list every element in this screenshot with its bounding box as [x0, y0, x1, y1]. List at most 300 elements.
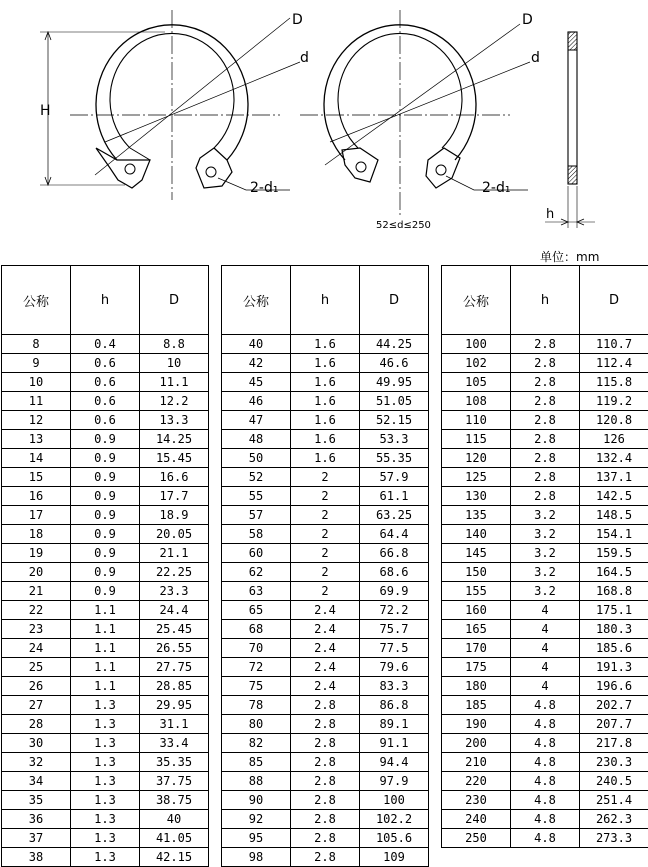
table-row [2, 392, 209, 411]
cell-D: 66.8 [360, 544, 429, 563]
cell-nominal: 55 [222, 487, 291, 506]
cell-nominal: 20 [2, 563, 71, 582]
table-row [442, 715, 648, 734]
table-row [442, 468, 648, 487]
cell-D: 120.8 [580, 411, 648, 430]
cell-nominal: 37 [2, 829, 71, 848]
cell-D: 14.25 [140, 430, 209, 449]
col-header-D: D [360, 266, 429, 335]
cell-h: 2.8 [291, 810, 360, 829]
cell-h: 1.6 [291, 449, 360, 468]
cell-nominal: 110 [442, 411, 511, 430]
table-row [2, 734, 209, 753]
cell-h: 1.6 [291, 335, 360, 354]
label-holes-right: 2-d₁ [482, 180, 510, 196]
cell-h: 2 [291, 544, 360, 563]
cell-nominal: 120 [442, 449, 511, 468]
cell-D: 37.75 [140, 772, 209, 791]
cell-h: 2 [291, 563, 360, 582]
cell-nominal: 95 [222, 829, 291, 848]
cell-D: 83.3 [360, 677, 429, 696]
cell-D: 24.4 [140, 601, 209, 620]
cell-nominal: 30 [2, 734, 71, 753]
table-row [442, 449, 648, 468]
table-row [222, 506, 429, 525]
col-header-nominal: 公称 [222, 266, 291, 335]
col-header-h: h [511, 266, 580, 335]
table-row [442, 411, 648, 430]
table-row [2, 829, 209, 848]
cell-nominal: 26 [2, 677, 71, 696]
cell-D: 64.4 [360, 525, 429, 544]
table-row [2, 639, 209, 658]
cell-h: 4 [511, 620, 580, 639]
table-row [2, 582, 209, 601]
cell-h: 0.9 [71, 563, 140, 582]
table-row [442, 582, 648, 601]
cell-h: 1.6 [291, 411, 360, 430]
cell-h: 1.3 [71, 734, 140, 753]
cell-nominal: 24 [2, 639, 71, 658]
cell-D: 207.7 [580, 715, 648, 734]
cell-h: 2.4 [291, 601, 360, 620]
cell-D: 115.8 [580, 373, 648, 392]
table-row [2, 430, 209, 449]
col-header-h: h [291, 266, 360, 335]
cell-h: 4.8 [511, 734, 580, 753]
cell-D: 25.45 [140, 620, 209, 639]
cell-nominal: 48 [222, 430, 291, 449]
cell-nominal: 230 [442, 791, 511, 810]
cell-nominal: 85 [222, 753, 291, 772]
cell-h: 4 [511, 601, 580, 620]
cell-nominal: 18 [2, 525, 71, 544]
table-row [442, 601, 648, 620]
table-row [442, 639, 648, 658]
cell-h: 2.8 [291, 829, 360, 848]
table-row [2, 373, 209, 392]
cell-D: 18.9 [140, 506, 209, 525]
cell-D: 142.5 [580, 487, 648, 506]
cell-D: 262.3 [580, 810, 648, 829]
cell-D: 29.95 [140, 696, 209, 715]
cell-nominal: 58 [222, 525, 291, 544]
cell-h: 2 [291, 582, 360, 601]
table-row [2, 753, 209, 772]
table-row [442, 392, 648, 411]
cell-h: 4.8 [511, 696, 580, 715]
cell-nominal: 45 [222, 373, 291, 392]
cell-nominal: 47 [222, 411, 291, 430]
cell-h: 2 [291, 525, 360, 544]
table-row [2, 487, 209, 506]
table-row [442, 791, 648, 810]
cell-nominal: 22 [2, 601, 71, 620]
cell-h: 1.6 [291, 430, 360, 449]
cell-h: 3.2 [511, 525, 580, 544]
cell-h: 0.9 [71, 430, 140, 449]
cell-h: 1.6 [291, 373, 360, 392]
table-row [442, 772, 648, 791]
cell-nominal: 108 [442, 392, 511, 411]
cell-D: 185.6 [580, 639, 648, 658]
label-h: h [546, 207, 554, 222]
cell-nominal: 75 [222, 677, 291, 696]
cell-h: 0.6 [71, 373, 140, 392]
cell-h: 2.8 [291, 696, 360, 715]
table-header-row [222, 266, 429, 335]
cell-D: 31.1 [140, 715, 209, 734]
cell-nominal: 170 [442, 639, 511, 658]
spec-table-3 [441, 265, 648, 848]
cell-h: 2.8 [291, 772, 360, 791]
cell-h: 2.8 [511, 411, 580, 430]
table-row [2, 544, 209, 563]
cell-nominal: 210 [442, 753, 511, 772]
spec-table-2 [221, 265, 429, 867]
cell-nominal: 65 [222, 601, 291, 620]
table-row [2, 658, 209, 677]
cell-nominal: 175 [442, 658, 511, 677]
cell-h: 0.9 [71, 468, 140, 487]
cell-nominal: 90 [222, 791, 291, 810]
cell-D: 22.25 [140, 563, 209, 582]
cell-D: 12.2 [140, 392, 209, 411]
cell-h: 1.3 [71, 772, 140, 791]
cell-D: 137.1 [580, 468, 648, 487]
cell-D: 94.4 [360, 753, 429, 772]
table-row [442, 354, 648, 373]
cell-nominal: 34 [2, 772, 71, 791]
cell-D: 72.2 [360, 601, 429, 620]
table-row [222, 468, 429, 487]
cell-nominal: 140 [442, 525, 511, 544]
cell-nominal: 82 [222, 734, 291, 753]
label-d-left: d [300, 50, 309, 66]
cell-nominal: 63 [222, 582, 291, 601]
table-row [222, 658, 429, 677]
table-row [2, 677, 209, 696]
table-row [2, 715, 209, 734]
table-row [442, 335, 648, 354]
table-row [222, 810, 429, 829]
cell-D: 217.8 [580, 734, 648, 753]
cell-D: 91.1 [360, 734, 429, 753]
cell-D: 79.6 [360, 658, 429, 677]
cell-nominal: 160 [442, 601, 511, 620]
table-row [2, 411, 209, 430]
range-note: 52≤d≤250 [376, 220, 431, 231]
cell-nominal: 14 [2, 449, 71, 468]
cell-h: 1.3 [71, 753, 140, 772]
table-row [222, 791, 429, 810]
cell-h: 2.8 [511, 354, 580, 373]
cell-D: 132.4 [580, 449, 648, 468]
cell-h: 2.4 [291, 620, 360, 639]
table-row [222, 525, 429, 544]
cell-nominal: 52 [222, 468, 291, 487]
table-row [2, 525, 209, 544]
cell-nominal: 72 [222, 658, 291, 677]
table-row [222, 354, 429, 373]
table-row [442, 810, 648, 829]
cell-h: 2.8 [511, 430, 580, 449]
cell-nominal: 135 [442, 506, 511, 525]
cell-h: 2.8 [291, 715, 360, 734]
cell-D: 196.6 [580, 677, 648, 696]
cell-nominal: 23 [2, 620, 71, 639]
cell-nominal: 102 [442, 354, 511, 373]
cell-h: 2.8 [291, 848, 360, 867]
cell-h: 0.9 [71, 525, 140, 544]
cell-D: 273.3 [580, 829, 648, 848]
cell-D: 11.1 [140, 373, 209, 392]
table-row [222, 620, 429, 639]
table-row [222, 449, 429, 468]
table-row [2, 696, 209, 715]
cell-nominal: 88 [222, 772, 291, 791]
ring-view-left [40, 10, 300, 200]
cell-D: 23.3 [140, 582, 209, 601]
table-row [222, 696, 429, 715]
cell-D: 17.7 [140, 487, 209, 506]
cell-nominal: 27 [2, 696, 71, 715]
cell-nominal: 40 [222, 335, 291, 354]
cell-D: 105.6 [360, 829, 429, 848]
cell-nominal: 115 [442, 430, 511, 449]
table-row [222, 677, 429, 696]
cell-D: 41.05 [140, 829, 209, 848]
cell-D: 75.7 [360, 620, 429, 639]
table-row [442, 487, 648, 506]
table-row [442, 829, 648, 848]
cell-D: 49.95 [360, 373, 429, 392]
table-row [222, 582, 429, 601]
table-row [2, 506, 209, 525]
table-row [222, 563, 429, 582]
cell-h: 2.8 [511, 392, 580, 411]
cell-nominal: 100 [442, 335, 511, 354]
unit-label: 单位：mm [540, 248, 599, 265]
table-row [222, 753, 429, 772]
cell-nominal: 50 [222, 449, 291, 468]
cell-h: 2.8 [511, 373, 580, 392]
cell-h: 0.6 [71, 354, 140, 373]
cell-h: 4.8 [511, 791, 580, 810]
cell-D: 119.2 [580, 392, 648, 411]
cell-h: 4.8 [511, 829, 580, 848]
cell-h: 2.8 [511, 335, 580, 354]
cell-D: 69.9 [360, 582, 429, 601]
cell-h: 1.3 [71, 696, 140, 715]
cell-h: 4.8 [511, 772, 580, 791]
cell-h: 1.1 [71, 620, 140, 639]
cell-h: 2 [291, 487, 360, 506]
table-header-row [442, 266, 648, 335]
cell-nominal: 36 [2, 810, 71, 829]
table-row [222, 639, 429, 658]
cell-h: 1.1 [71, 639, 140, 658]
cell-h: 2.4 [291, 639, 360, 658]
cell-h: 2 [291, 468, 360, 487]
cell-nominal: 155 [442, 582, 511, 601]
cell-h: 2.4 [291, 677, 360, 696]
cell-h: 1.3 [71, 829, 140, 848]
cell-D: 175.1 [580, 601, 648, 620]
col-header-nominal: 公称 [442, 266, 511, 335]
cell-D: 100 [360, 791, 429, 810]
cell-D: 57.9 [360, 468, 429, 487]
cell-D: 68.6 [360, 563, 429, 582]
cell-nominal: 150 [442, 563, 511, 582]
cell-h: 2.8 [291, 753, 360, 772]
cell-nominal: 92 [222, 810, 291, 829]
cell-D: 26.55 [140, 639, 209, 658]
ring-side-view [545, 32, 595, 228]
cell-D: 251.4 [580, 791, 648, 810]
cell-h: 1.3 [71, 848, 140, 867]
cell-h: 0.9 [71, 449, 140, 468]
cell-D: 35.35 [140, 753, 209, 772]
table-row [222, 392, 429, 411]
cell-D: 16.6 [140, 468, 209, 487]
cell-nominal: 125 [442, 468, 511, 487]
cell-nominal: 42 [222, 354, 291, 373]
cell-D: 154.1 [580, 525, 648, 544]
cell-D: 126 [580, 430, 648, 449]
cell-D: 28.85 [140, 677, 209, 696]
cell-nominal: 145 [442, 544, 511, 563]
table-row [222, 411, 429, 430]
cell-D: 86.8 [360, 696, 429, 715]
cell-h: 4 [511, 658, 580, 677]
cell-h: 2 [291, 506, 360, 525]
table-row [2, 563, 209, 582]
table-row [442, 620, 648, 639]
cell-D: 52.15 [360, 411, 429, 430]
cell-nominal: 32 [2, 753, 71, 772]
cell-D: 110.7 [580, 335, 648, 354]
table-row [442, 525, 648, 544]
cell-nominal: 17 [2, 506, 71, 525]
table-row [222, 430, 429, 449]
cell-h: 1.6 [291, 354, 360, 373]
cell-nominal: 46 [222, 392, 291, 411]
cell-D: 51.05 [360, 392, 429, 411]
cell-h: 0.6 [71, 392, 140, 411]
table-row [2, 620, 209, 639]
cell-h: 4.8 [511, 715, 580, 734]
cell-D: 112.4 [580, 354, 648, 373]
cell-h: 2.8 [291, 734, 360, 753]
table-row [442, 753, 648, 772]
cell-nominal: 165 [442, 620, 511, 639]
table-row [442, 696, 648, 715]
cell-h: 4.8 [511, 753, 580, 772]
cell-h: 2.4 [291, 658, 360, 677]
table-row [2, 468, 209, 487]
cell-D: 20.05 [140, 525, 209, 544]
cell-nominal: 19 [2, 544, 71, 563]
cell-nominal: 68 [222, 620, 291, 639]
label-holes-left: 2-d₁ [250, 180, 278, 196]
cell-h: 2.8 [511, 468, 580, 487]
cell-h: 3.2 [511, 582, 580, 601]
label-D-left: D [292, 12, 303, 28]
cell-nominal: 60 [222, 544, 291, 563]
table-row [222, 829, 429, 848]
cell-D: 89.1 [360, 715, 429, 734]
table-row [222, 601, 429, 620]
cell-nominal: 8 [2, 335, 71, 354]
cell-nominal: 80 [222, 715, 291, 734]
cell-D: 148.5 [580, 506, 648, 525]
table-row [2, 810, 209, 829]
cell-h: 0.4 [71, 335, 140, 354]
cell-h: 3.2 [511, 563, 580, 582]
cell-nominal: 70 [222, 639, 291, 658]
cell-nominal: 190 [442, 715, 511, 734]
cell-h: 1.3 [71, 810, 140, 829]
cell-D: 44.25 [360, 335, 429, 354]
cell-D: 38.75 [140, 791, 209, 810]
table-row [442, 373, 648, 392]
cell-h: 2.8 [511, 487, 580, 506]
table-row [2, 791, 209, 810]
cell-nominal: 38 [2, 848, 71, 867]
cell-D: 191.3 [580, 658, 648, 677]
cell-nominal: 185 [442, 696, 511, 715]
cell-nominal: 21 [2, 582, 71, 601]
cell-h: 1.1 [71, 658, 140, 677]
cell-D: 46.6 [360, 354, 429, 373]
cell-D: 109 [360, 848, 429, 867]
cell-D: 97.9 [360, 772, 429, 791]
cell-D: 33.4 [140, 734, 209, 753]
cell-nominal: 13 [2, 430, 71, 449]
cell-nominal: 15 [2, 468, 71, 487]
table-header-row [2, 266, 209, 335]
cell-D: 202.7 [580, 696, 648, 715]
cell-D: 180.3 [580, 620, 648, 639]
cell-nominal: 9 [2, 354, 71, 373]
cell-D: 61.1 [360, 487, 429, 506]
cell-nominal: 11 [2, 392, 71, 411]
table-row [222, 487, 429, 506]
cell-D: 63.25 [360, 506, 429, 525]
cell-D: 42.15 [140, 848, 209, 867]
table-row [222, 335, 429, 354]
cell-h: 4.8 [511, 810, 580, 829]
cell-h: 0.9 [71, 487, 140, 506]
label-d-right: d [531, 50, 540, 66]
spec-table-1 [1, 265, 209, 867]
cell-nominal: 16 [2, 487, 71, 506]
table-row [2, 772, 209, 791]
cell-D: 168.8 [580, 582, 648, 601]
cell-h: 1.6 [291, 392, 360, 411]
cell-h: 0.6 [71, 411, 140, 430]
table-row [2, 335, 209, 354]
table-row [222, 848, 429, 867]
cell-nominal: 98 [222, 848, 291, 867]
cell-h: 1.1 [71, 601, 140, 620]
cell-D: 8.8 [140, 335, 209, 354]
table-row [2, 354, 209, 373]
cell-nominal: 25 [2, 658, 71, 677]
label-H: H [40, 103, 51, 119]
cell-nominal: 12 [2, 411, 71, 430]
